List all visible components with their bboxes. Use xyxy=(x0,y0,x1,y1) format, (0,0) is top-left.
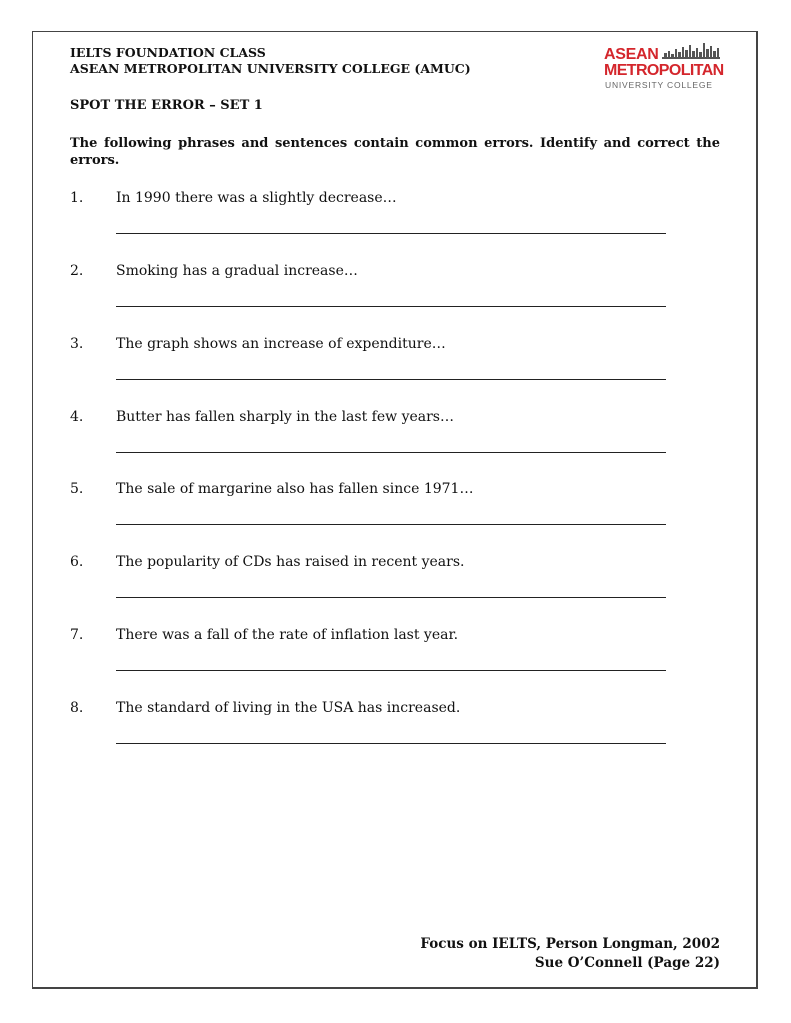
question-item xyxy=(70,626,720,686)
answer-line[interactable] xyxy=(116,670,666,671)
question-text: Smoking has a gradual increase… xyxy=(116,263,358,279)
answer-line[interactable] xyxy=(116,233,666,234)
answer-line[interactable] xyxy=(116,524,666,525)
question-text: There was a fall of the rate of inflation last year. xyxy=(116,627,459,643)
question-item xyxy=(70,553,720,613)
answer-line[interactable] xyxy=(116,597,666,598)
question-item xyxy=(70,262,720,322)
question-number: 3. xyxy=(70,336,84,352)
question-number: 5. xyxy=(70,481,84,497)
logo-word-university-college: UNIVERSITY COLLEGE xyxy=(605,80,713,90)
instructions-text: The following phrases and sentences contain common errors. Identify and correct the errors. xyxy=(70,136,720,168)
logo-word-asean: ASEAN xyxy=(604,46,659,63)
document-header xyxy=(70,45,471,77)
answer-line[interactable] xyxy=(116,743,666,744)
question-item xyxy=(70,699,720,759)
source-citation xyxy=(420,935,720,973)
logo-word-metropolitan: METROPOLITAN xyxy=(604,62,724,79)
question-number: 8. xyxy=(70,700,84,716)
question-number: 1. xyxy=(70,190,84,206)
question-number: 4. xyxy=(70,409,84,425)
amuc-logo xyxy=(604,43,724,91)
answer-line[interactable] xyxy=(116,379,666,380)
answer-line[interactable] xyxy=(116,306,666,307)
citation-book: Focus on IELTS, Person Longman, 2002 xyxy=(420,936,720,952)
institution-name: ASEAN METROPOLITAN UNIVERSITY COLLEGE (AMUC) xyxy=(70,61,471,76)
question-item xyxy=(70,480,720,540)
city-skyline-icon xyxy=(662,43,720,64)
question-text: The popularity of CDs has raised in recent years. xyxy=(116,554,465,570)
citation-author: Sue O’Connell (Page 22) xyxy=(534,955,720,971)
question-item xyxy=(70,189,720,249)
question-number: 7. xyxy=(70,627,84,643)
course-title: IELTS FOUNDATION CLASS xyxy=(70,45,266,60)
question-item xyxy=(70,408,720,468)
question-text: The graph shows an increase of expenditure… xyxy=(116,336,446,352)
question-text: The standard of living in the USA has increased. xyxy=(116,700,461,716)
question-number: 6. xyxy=(70,554,84,570)
answer-line[interactable] xyxy=(116,452,666,453)
question-text: In 1990 there was a slightly decrease… xyxy=(116,190,397,206)
question-text: The sale of margarine also has fallen since 1971… xyxy=(116,481,474,497)
question-item xyxy=(70,335,720,395)
worksheet-title: SPOT THE ERROR – SET 1 xyxy=(70,98,263,113)
question-text: Butter has fallen sharply in the last few years… xyxy=(116,409,454,425)
question-number: 2. xyxy=(70,263,84,279)
